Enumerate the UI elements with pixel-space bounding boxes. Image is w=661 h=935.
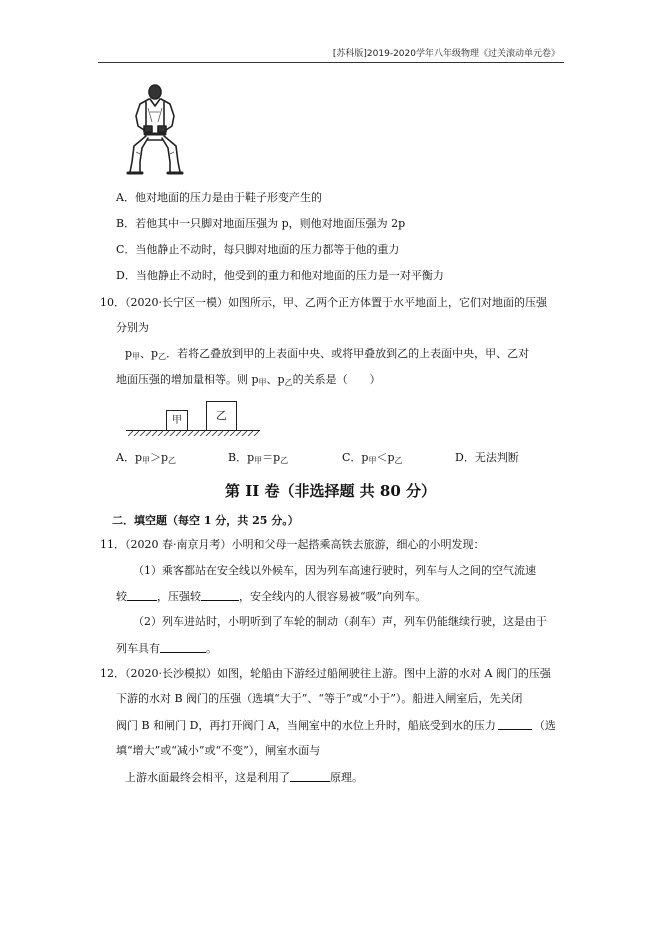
q9-option-a: A．他对地面的压力是由于鞋子形变产生的 (116, 191, 322, 204)
q10-stem-line2: 分别为 (116, 321, 149, 334)
cube-yi: 乙 (206, 401, 237, 431)
q12-line4: 填“增大”或“减小”或“不变”），闸室水面与 (116, 744, 321, 757)
q10-stem-line3: $p_甲$、$p_乙$．若将乙叠放到甲的上表面中央、或将甲叠放到乙的上表面中央，甲、乙对 (125, 347, 530, 361)
ground-hatch (126, 430, 260, 436)
q9-option-c: C．当他静止不动时，每只脚对地面的压力都等于他的重力 (116, 243, 400, 256)
blank-1[interactable] (127, 589, 157, 601)
q10-option-c: C．$p_甲<p_乙$ (342, 451, 403, 465)
person-stance-figure (126, 82, 184, 178)
blank-5[interactable] (290, 770, 330, 782)
cube-jia: 甲 (166, 410, 188, 431)
page-header: [苏科版]2019-2020学年八年级物理《过关滚动单元卷》 (332, 49, 560, 59)
q10-option-d: D．无法判断 (455, 451, 519, 464)
header-rule (98, 62, 564, 63)
q9-option-d: D．当他静止不动时，他受到的重力和他对地面的压力是一对平衡力 (116, 269, 444, 282)
section-2-title: 第 II 卷（非选择题 共 80 分） (224, 482, 437, 500)
q10-stem-line1: 10．（2020·长宁区一模）如图所示，甲、乙两个正方体置于水平地面上，它们对地面的压强 (100, 296, 547, 309)
q11-sub2-line2: 列车具有 。 (116, 642, 217, 655)
q12-line3: 阀门 B 和闸门 D，再打开阀门 A，当闸室中的水位上升时，船底受到水的压力 （选 (116, 719, 556, 732)
part-2-heading: 二．填空题（每空 1 分，共 25 分。） (112, 514, 299, 527)
q12-line2: 下游的水对 B 阀门的压强（选填“大于”、“等于”或“小于”）。船进入闸室后，先关闭 (116, 692, 523, 705)
q11-sub2-line1: （2）列车进站时，小明听到了车轮的制动（刹车）声，列车仍能继续行驶，这是由于 (133, 615, 547, 628)
q11-stem: 11．（2020 春·南京月考）小明和父母一起搭乘高铁去旅游，细心的小明发现： (100, 538, 485, 551)
q12-line1: 12．（2020·长沙模拟）如图，轮船由下游经过船闸驶往上游。图中上游的水对 A 阀门的压强 (100, 667, 551, 680)
blank-4[interactable] (498, 718, 532, 730)
blank-2[interactable] (201, 589, 239, 601)
blank-3[interactable] (160, 641, 206, 653)
q10-stem-line4: 地面压强的增加量相等。则 $p_甲$、$p_乙$的关系是（ ） (116, 373, 381, 387)
q9-option-b: B．若他其中一只脚对地面压强为 p，则他对地面压强为 2p (116, 217, 406, 230)
q11-sub1-line1: （1）乘客都站在安全线以外候车，因为列车高速行驶时，列车与人之间的空气流速 (133, 564, 536, 577)
q10-cubes-figure (126, 396, 260, 436)
q11-sub1-line2: 较 ，压强较 ，安全线内的人很容易被“吸”向列车。 (116, 590, 427, 603)
q10-option-a: A．$p_甲>p_乙$ (116, 451, 177, 465)
q12-line5: 上游水面最终会相平，这是利用了 原理。 (125, 771, 363, 784)
q10-option-b: B．$p_甲=p_乙$ (228, 451, 289, 465)
